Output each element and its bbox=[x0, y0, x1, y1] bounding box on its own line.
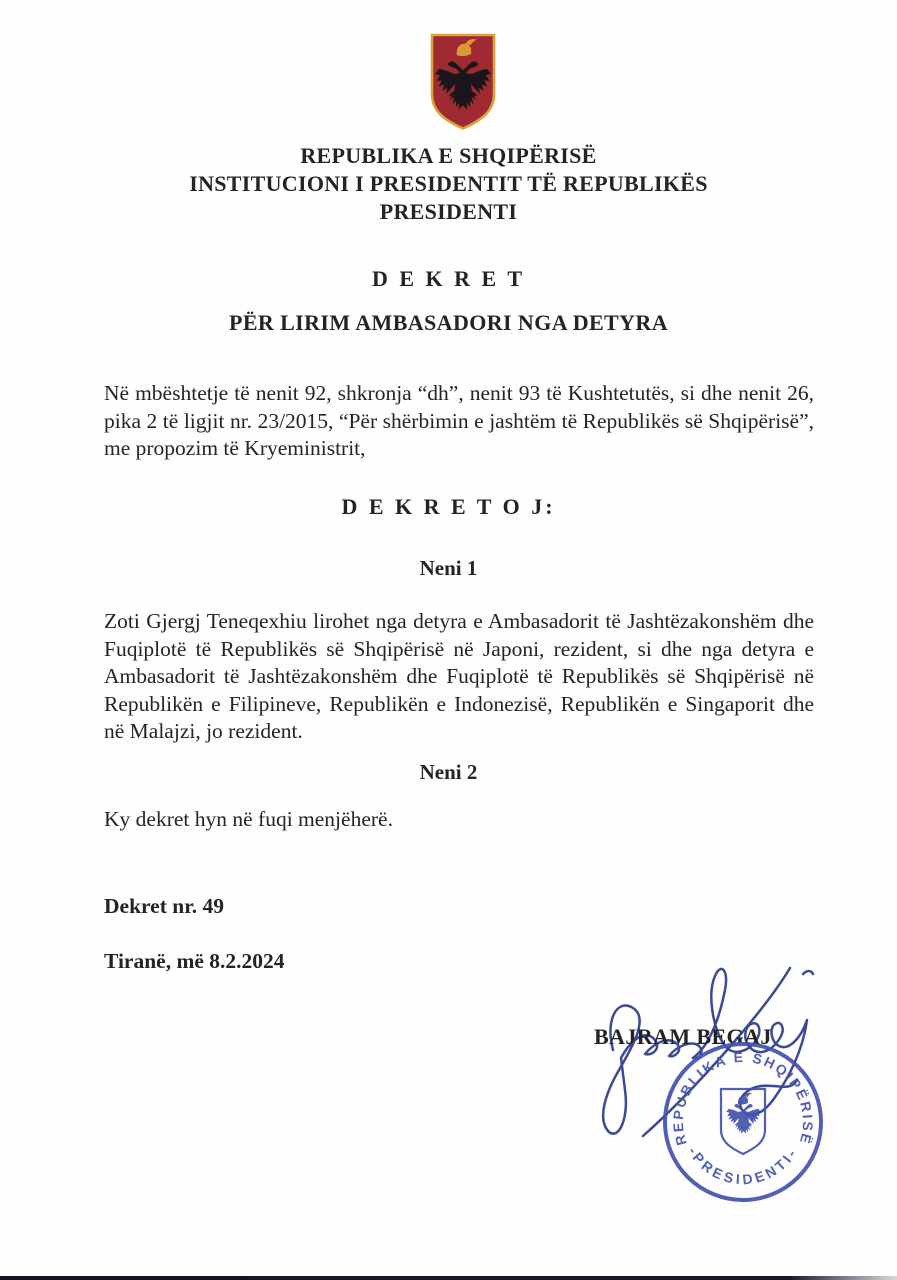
stamp-top-text: REPUBLIKA E SHQIPËRISË bbox=[669, 1048, 817, 1148]
decree-declaration: D E K R E T O J: bbox=[341, 494, 556, 519]
svg-text:-PRESIDENTI- bbox=[685, 1144, 801, 1188]
article-2-body: Ky dekret hyn në fuqi menjëherë. bbox=[104, 807, 393, 831]
stamp-bottom-text: -PRESIDENTI- bbox=[685, 1143, 801, 1188]
albania-coat-of-arms-icon bbox=[428, 32, 498, 131]
scan-edge-line bbox=[0, 1276, 897, 1280]
preamble-paragraph: Në mbështetje të nenit 92, shkronja “dh”, nenit 93 të Kushtetutës, si dhe nenit 26, pika 2 të ligjit nr. 23/2015, “Për shërbimin e jashtëm të Republikës së Shqipërisë”, me propozim të Kryeministrit, bbox=[104, 381, 814, 460]
decree-subtitle: PËR LIRIM AMBASADORI NGA DETYRA bbox=[229, 310, 668, 335]
header-institution-line: INSTITUCIONI I PRESIDENTIT TË REPUBLIKËS bbox=[189, 171, 708, 196]
article-1-heading: Neni 1 bbox=[419, 556, 478, 580]
signer-name: BAJRAM BEGAJ bbox=[594, 1024, 772, 1049]
article-2-heading: Neni 2 bbox=[419, 760, 478, 784]
stamp-eagle-icon bbox=[726, 1104, 761, 1134]
article-1-body: Zoti Gjergj Teneqexhiu lirohet nga detyra e Ambasadorit të Jashtëzakonshëm dhe Fuqiplotë të Republikës së Shqipërisë në Japoni, rezident, si dhe nga detyra e Ambasadorit të Jashtëzakonshëm dhe Fuqiplotë të Republikës së Shqipërisë në Republikën e Filipineve, Republikën e Indonezisë, Republikën e Singaporit dhe në Malajzi, jo rezident. bbox=[104, 609, 814, 743]
header-republic-line: REPUBLIKA E SHQIPËRISË bbox=[300, 143, 597, 168]
decree-number: Dekret nr. 49 bbox=[104, 894, 225, 918]
place-and-date: Tiranë, më 8.2.2024 bbox=[104, 949, 285, 973]
presidential-stamp bbox=[658, 1037, 828, 1207]
decree-title: D E K R E T bbox=[371, 266, 525, 291]
header-president-line: PRESIDENTI bbox=[379, 199, 518, 224]
stamp-helmet-icon bbox=[738, 1093, 752, 1105]
